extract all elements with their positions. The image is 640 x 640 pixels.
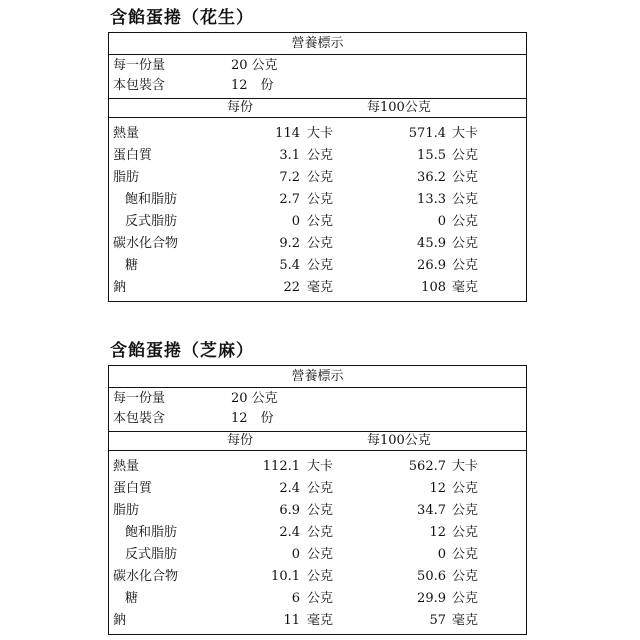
per100-unit: 公克: [452, 148, 479, 163]
serving-value: 9.2: [279, 236, 300, 251]
per100-unit: 公克: [452, 258, 479, 273]
nutrient-row: [109, 233, 526, 255]
servings-per-package-row: [109, 76, 526, 96]
nutrition-facts-box: [108, 365, 527, 635]
nutrient-name: 飽和脂肪: [125, 192, 178, 207]
serving-value: 0: [291, 547, 300, 562]
column-per-serving: 每份: [227, 100, 254, 115]
serving-value: 10.1: [271, 569, 300, 584]
per100-unit: 公克: [452, 170, 479, 185]
nutrient-name: 碳水化合物: [113, 569, 179, 584]
serving-value: 22: [283, 280, 300, 295]
nutrient-list: [109, 451, 526, 634]
nutrient-name: 脂肪: [113, 503, 140, 518]
serving-unit: 大卡: [307, 459, 334, 474]
nutrient-name: 鈉: [113, 280, 127, 295]
serving-unit: 毫克: [307, 280, 334, 295]
nutrition-header: 營養標示: [109, 366, 526, 388]
nutrient-row: [109, 211, 526, 233]
nutrient-name: 反式脂肪: [125, 214, 178, 229]
nutrition-label-peanut: [108, 6, 527, 302]
per100-value: 108: [421, 280, 446, 295]
per100-value: 0: [437, 547, 446, 562]
servings-value: 12 份: [231, 78, 274, 93]
serving-unit: 公克: [307, 148, 334, 163]
nutrient-row: [109, 478, 526, 500]
per100-value: 12: [429, 525, 446, 540]
per100-unit: 毫克: [452, 280, 479, 295]
serving-value: 114: [275, 126, 300, 141]
per100-unit: 公克: [452, 591, 479, 606]
serving-unit: 公克: [307, 481, 334, 496]
nutrient-name: 熱量: [113, 126, 140, 141]
serving-size-label: 每一份量: [113, 391, 166, 406]
serving-size-row: [109, 56, 526, 76]
column-headers: [109, 432, 526, 451]
nutrient-name: 碳水化合物: [113, 236, 179, 251]
per100-unit: 公克: [452, 481, 479, 496]
serving-unit: 毫克: [307, 613, 334, 628]
nutrient-row: [109, 145, 526, 167]
per100-value: 36.2: [417, 170, 446, 185]
per100-value: 13.3: [417, 192, 446, 207]
per100-value: 15.5: [417, 148, 446, 163]
nutrient-name: 反式脂肪: [125, 547, 178, 562]
nutrient-row: [109, 123, 526, 145]
servings-per-package-row: [109, 409, 526, 429]
column-per-100g: 每100公克: [367, 100, 431, 115]
nutrition-facts-box: [108, 32, 527, 302]
per100-unit: 公克: [452, 503, 479, 518]
per100-unit: 公克: [452, 525, 479, 540]
per100-unit: 公克: [452, 547, 479, 562]
serving-unit: 公克: [307, 525, 334, 540]
per100-value: 34.7: [417, 503, 446, 518]
nutrient-row: [109, 566, 526, 588]
nutrient-row: [109, 610, 526, 632]
nutrient-name: 脂肪: [113, 170, 140, 185]
nutrient-name: 糖: [125, 258, 139, 273]
nutrient-list: [109, 118, 526, 301]
per100-value: 571.4: [408, 126, 446, 141]
nutrient-row: [109, 500, 526, 522]
nutrient-name: 鈉: [113, 613, 127, 628]
per100-value: 12: [429, 481, 446, 496]
serving-value: 2.4: [279, 481, 300, 496]
label-title: 含餡蛋捲（花生）: [110, 8, 254, 28]
serving-value: 2.7: [279, 192, 300, 207]
serving-value: 6: [291, 591, 300, 606]
serving-size-value: 20 公克: [231, 58, 278, 73]
serving-value: 112.1: [262, 459, 300, 474]
nutrient-row: [109, 189, 526, 211]
serving-unit: 公克: [307, 591, 334, 606]
nutrient-name: 熱量: [113, 459, 140, 474]
serving-size-row: [109, 389, 526, 409]
per100-value: 26.9: [417, 258, 446, 273]
nutrient-row: [109, 588, 526, 610]
per100-value: 29.9: [417, 591, 446, 606]
column-per-100g: 每100公克: [367, 433, 431, 448]
per100-value: 562.7: [408, 459, 446, 474]
nutrient-row: [109, 456, 526, 478]
per100-unit: 大卡: [452, 126, 479, 141]
serving-unit: 公克: [307, 236, 334, 251]
per100-unit: 公克: [452, 214, 479, 229]
per100-value: 57: [429, 613, 446, 628]
serving-unit: 公克: [307, 192, 334, 207]
per100-unit: 公克: [452, 569, 479, 584]
per100-unit: 大卡: [452, 459, 479, 474]
nutrient-row: [109, 522, 526, 544]
per100-unit: 公克: [452, 236, 479, 251]
nutrient-name: 蛋白質: [113, 481, 153, 496]
serving-unit: 公克: [307, 170, 334, 185]
nutrition-label-sesame: [108, 339, 527, 635]
nutrient-name: 蛋白質: [113, 148, 153, 163]
column-per-serving: 每份: [227, 433, 254, 448]
serving-value: 2.4: [279, 525, 300, 540]
per100-value: 45.9: [417, 236, 446, 251]
per100-unit: 公克: [452, 192, 479, 207]
serving-value: 6.9: [279, 503, 300, 518]
serving-unit: 公克: [307, 569, 334, 584]
serving-info: [109, 388, 526, 432]
serving-unit: 公克: [307, 547, 334, 562]
serving-value: 3.1: [279, 148, 300, 163]
nutrient-row: [109, 277, 526, 299]
serving-value: 0: [291, 214, 300, 229]
per100-value: 0: [437, 214, 446, 229]
per100-value: 50.6: [417, 569, 446, 584]
serving-info: [109, 55, 526, 99]
serving-unit: 公克: [307, 258, 334, 273]
servings-label: 本包裝含: [113, 411, 166, 426]
nutrient-row: [109, 167, 526, 189]
serving-value: 11: [283, 613, 300, 628]
nutrient-name: 糖: [125, 591, 139, 606]
serving-value: 7.2: [279, 170, 300, 185]
serving-unit: 大卡: [307, 126, 334, 141]
label-title: 含餡蛋捲（芝麻）: [110, 341, 254, 361]
serving-value: 5.4: [279, 258, 300, 273]
serving-size-label: 每一份量: [113, 58, 166, 73]
servings-label: 本包裝含: [113, 78, 166, 93]
servings-value: 12 份: [231, 411, 274, 426]
per100-unit: 毫克: [452, 613, 479, 628]
nutrition-header: 營養標示: [109, 33, 526, 55]
nutrient-row: [109, 544, 526, 566]
nutrient-row: [109, 255, 526, 277]
nutrient-name: 飽和脂肪: [125, 525, 178, 540]
serving-size-value: 20 公克: [231, 391, 278, 406]
serving-unit: 公克: [307, 214, 334, 229]
column-headers: [109, 99, 526, 118]
serving-unit: 公克: [307, 503, 334, 518]
